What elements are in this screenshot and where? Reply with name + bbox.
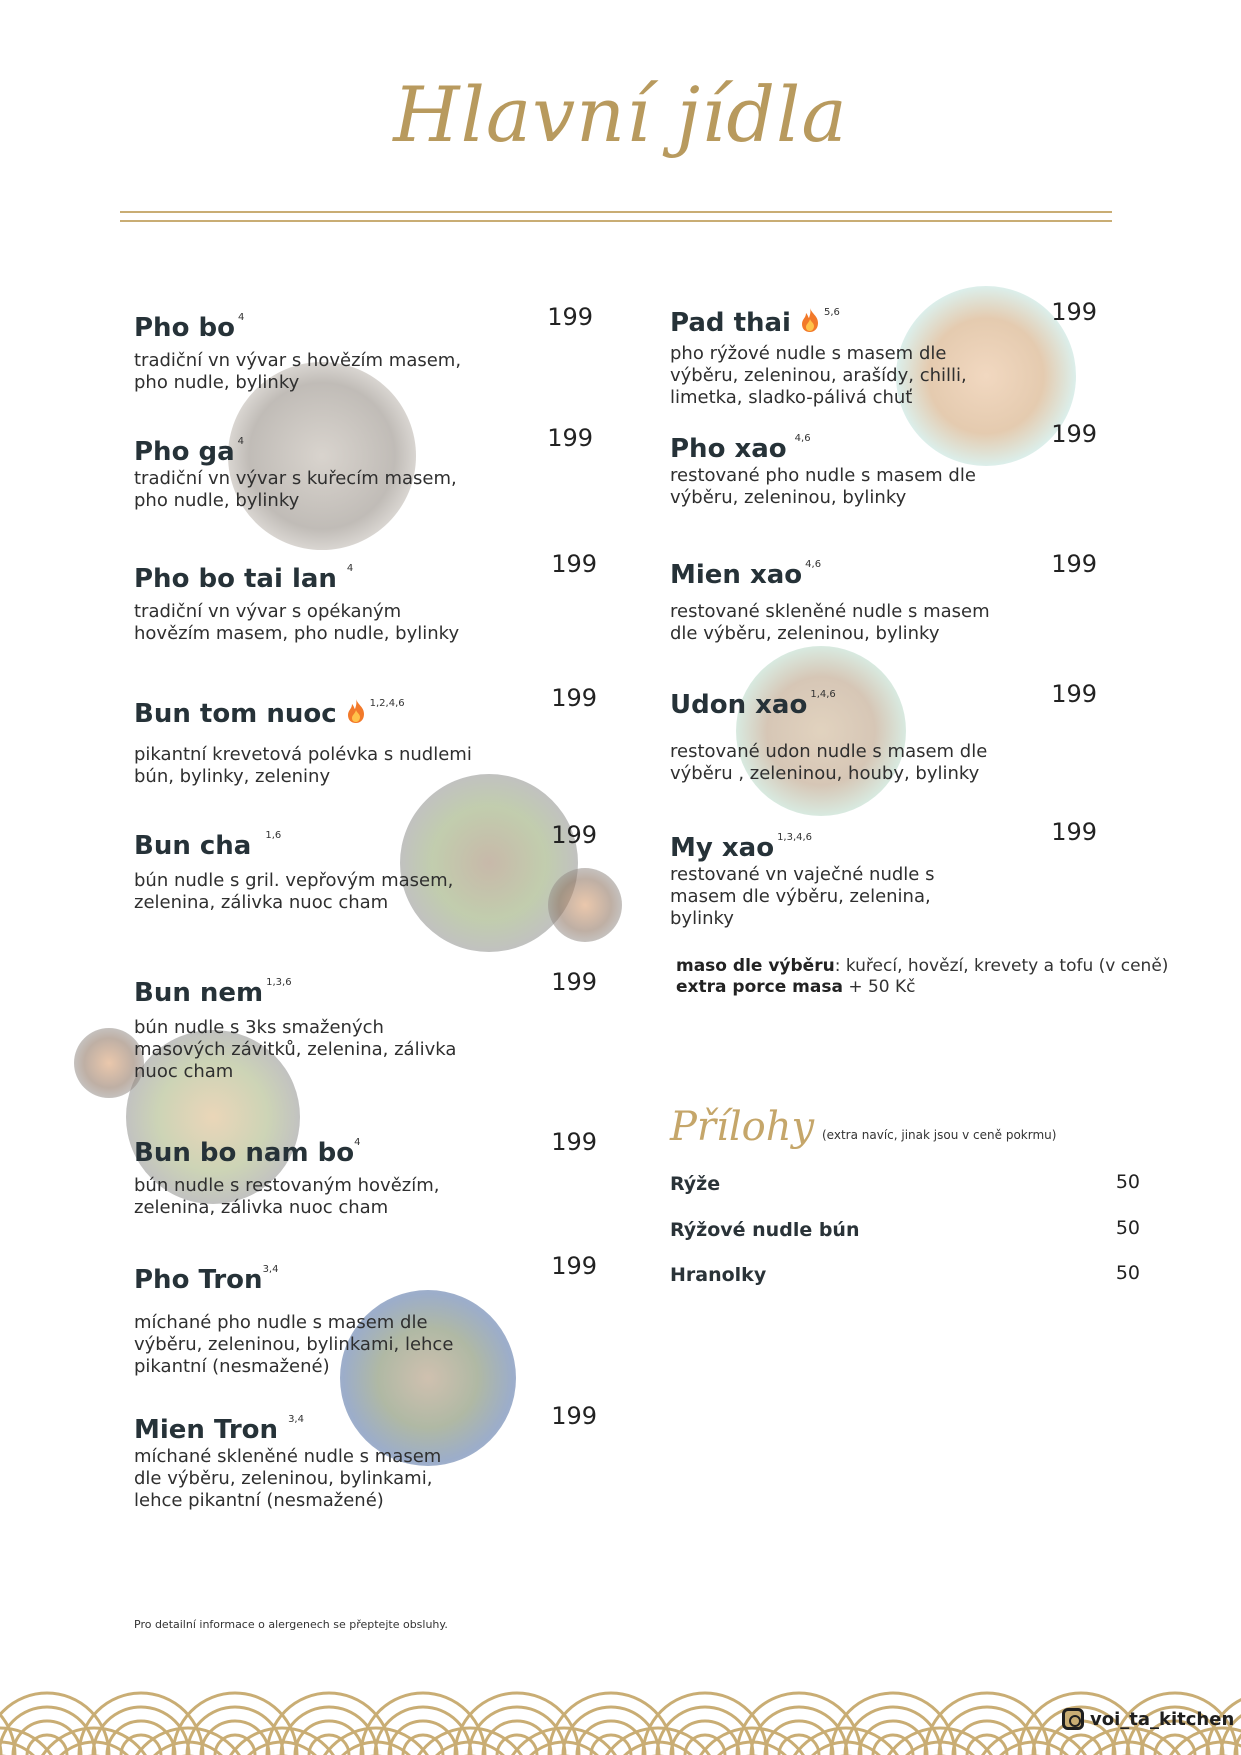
allergen-codes: 4: [237, 436, 245, 447]
allergen-codes: 4: [346, 563, 354, 574]
side-price: 50: [1115, 1262, 1140, 1284]
wave-arc: [361, 1693, 485, 1755]
item-price: 199: [1051, 298, 1097, 326]
menu-item-mien-tron: [134, 1404, 474, 1512]
item-description: pikantní krevetová polévka s nudlemi bún, bylinky, zeleniny: [134, 744, 472, 787]
wave-arc: [737, 1693, 861, 1755]
allergen-codes: 3,4: [288, 1414, 304, 1425]
wave-arc: [643, 1693, 767, 1755]
item-description: restované skleněné nudle s masem dle výběru, zeleninou, bylinky: [670, 601, 990, 644]
allergen-codes: 1,3,4,6: [777, 832, 813, 843]
item-price: 199: [1051, 680, 1097, 708]
allergen-codes: 1,2,4,6: [369, 698, 405, 709]
item-description: bún nudle s gril. vepřovým masem, zelenina, zálivka nuoc cham: [134, 870, 454, 913]
extra-meat-text: + 50 Kč: [842, 977, 916, 997]
menu-item-my-xao: [670, 822, 1000, 930]
item-price: 199: [551, 1402, 597, 1430]
item-name: Pho bo tai lan: [134, 564, 337, 594]
menu-item-bun-cha: [134, 820, 474, 914]
side-name: Rýže: [670, 1173, 721, 1195]
item-name: Pho bo: [134, 313, 235, 343]
allergen-codes: 1,4,6: [810, 689, 836, 700]
wave-arc: [173, 1693, 297, 1755]
item-description: míchané pho nudle s masem dle výběru, zeleninou, bylinkami, lehce pikantní (nesmažené): [134, 1312, 454, 1377]
title-rule-bottom: [120, 220, 1112, 222]
item-name: Pho Tron: [134, 1265, 263, 1295]
side-price: 50: [1115, 1217, 1140, 1239]
item-name: Udon xao: [670, 690, 808, 720]
item-name: Pho ga: [134, 437, 235, 467]
side-item: [670, 1264, 1140, 1286]
item-price: 199: [1051, 818, 1097, 846]
wave-arc: [267, 1693, 391, 1755]
menu-item-bun-bo-nam-bo: [134, 1127, 474, 1219]
side-item: [670, 1173, 1140, 1195]
menu-item-mien-xao: [670, 549, 990, 645]
title-rule-top: [120, 211, 1112, 213]
item-price: 199: [1051, 550, 1097, 578]
menu-item-udon-xao: [670, 679, 990, 785]
item-price: 199: [551, 968, 597, 996]
allergen-codes: 4: [354, 1137, 361, 1148]
instagram-icon: [1062, 1708, 1084, 1730]
wave-arc: [455, 1693, 579, 1755]
instagram-handle[interactable]: [1062, 1708, 1234, 1730]
meat-choice-label: maso dle výběru: [676, 956, 835, 976]
allergen-codes: 4,6: [805, 559, 822, 570]
item-price: 199: [547, 424, 593, 452]
item-description: tradiční vn vývar s opékaným hovězím masem, pho nudle, bylinky: [134, 601, 460, 644]
item-description: restované vn vaječné nudle s masem dle výběru, zelenina, bylinky: [670, 864, 935, 929]
item-description: bún nudle s 3ks smažených masových závitků, zelenina, zálivka nuoc cham: [134, 1017, 457, 1082]
item-name: Mien xao: [670, 560, 803, 590]
item-description: tradiční vn vývar s hovězím masem, pho nudle, bylinky: [134, 350, 462, 393]
item-name: Pho xao: [670, 434, 787, 464]
wave-pattern: [0, 1640, 1241, 1755]
allergen-codes: 3,4: [262, 1264, 279, 1275]
side-price: 50: [1115, 1171, 1140, 1193]
menu-item-pho-ga: [134, 426, 474, 512]
item-name: Bun cha: [134, 831, 252, 861]
item-price: 199: [551, 1252, 597, 1280]
fire-icon: [345, 698, 367, 724]
allergen-codes: 4,6: [794, 433, 811, 444]
item-price: 199: [551, 821, 597, 849]
wave-arc: [549, 1693, 673, 1755]
allergen-note: Pro detailní informace o alergenech se přeptejte obsluhy.: [134, 1618, 448, 1631]
side-name: Rýžové nudle bún: [670, 1219, 860, 1241]
item-description: pho rýžové nudle s masem dle výběru, zeleninou, arašídy, chilli, limetka, sladko-pálivá chuť: [670, 343, 967, 408]
side-name: Hranolky: [670, 1264, 767, 1286]
meat-choice-note: [676, 956, 1168, 998]
instagram-text: voi_ta_kitchen: [1090, 1708, 1235, 1730]
item-name: Pad thai: [670, 308, 791, 338]
allergen-codes: 1,3,6: [266, 977, 292, 988]
item-description: míchané skleněné nudle s masem dle výběru, zeleninou, bylinkami, lehce pikantní (nesmažené): [134, 1446, 442, 1511]
menu-item-pad-thai: [670, 297, 1010, 409]
fire-icon: [799, 307, 821, 333]
wave-arc: [831, 1693, 955, 1755]
sides-title: Přílohy: [670, 1104, 815, 1150]
item-description: restované pho nudle s masem dle výběru, zeleninou, bylinky: [670, 465, 976, 508]
item-price: 199: [547, 303, 593, 331]
allergen-codes: 5,6: [823, 307, 840, 318]
item-name: Bun tom nuoc: [134, 699, 337, 729]
item-price: 199: [551, 684, 597, 712]
item-name: My xao: [670, 833, 775, 863]
allergen-codes: 4: [237, 312, 245, 323]
item-description: restované udon nudle s masem dle výběru , zeleninou, houby, bylinky: [670, 741, 988, 784]
menu-item-pho-bo-tai-lan: [134, 553, 474, 645]
sides-note: (extra navíc, jinak jsou v ceně pokrmu): [822, 1128, 1057, 1142]
page-title: Hlavní jídla: [393, 70, 848, 159]
menu-item-bun-tom-nuoc: [134, 688, 474, 788]
item-name: Bun nem: [134, 978, 264, 1008]
menu-item-bun-nem: [134, 967, 474, 1083]
menu-item-pho-tron: [134, 1254, 474, 1378]
side-item: [670, 1219, 1140, 1241]
menu-item-pho-bo: [134, 302, 474, 394]
item-name: Mien Tron: [134, 1415, 279, 1445]
item-price: 199: [551, 550, 597, 578]
menu-item-pho-xao: [670, 423, 990, 509]
item-price: 199: [1051, 420, 1097, 448]
extra-meat-label: extra porce masa: [676, 977, 843, 997]
allergen-codes: 1,6: [265, 830, 282, 841]
item-name: Bun bo nam bo: [134, 1138, 355, 1168]
sauce-bowl-photo: [548, 868, 622, 942]
item-description: tradiční vn vývar s kuřecím masem, pho nudle, bylinky: [134, 468, 457, 511]
item-description: bún nudle s restovaným hovězím, zelenina, zálivka nuoc cham: [134, 1175, 440, 1218]
meat-choice-text: : kuřecí, hovězí, krevety a tofu (v ceně): [834, 956, 1169, 976]
wave-arc: [925, 1693, 1049, 1755]
wave-arc: [79, 1693, 203, 1755]
item-price: 199: [551, 1128, 597, 1156]
